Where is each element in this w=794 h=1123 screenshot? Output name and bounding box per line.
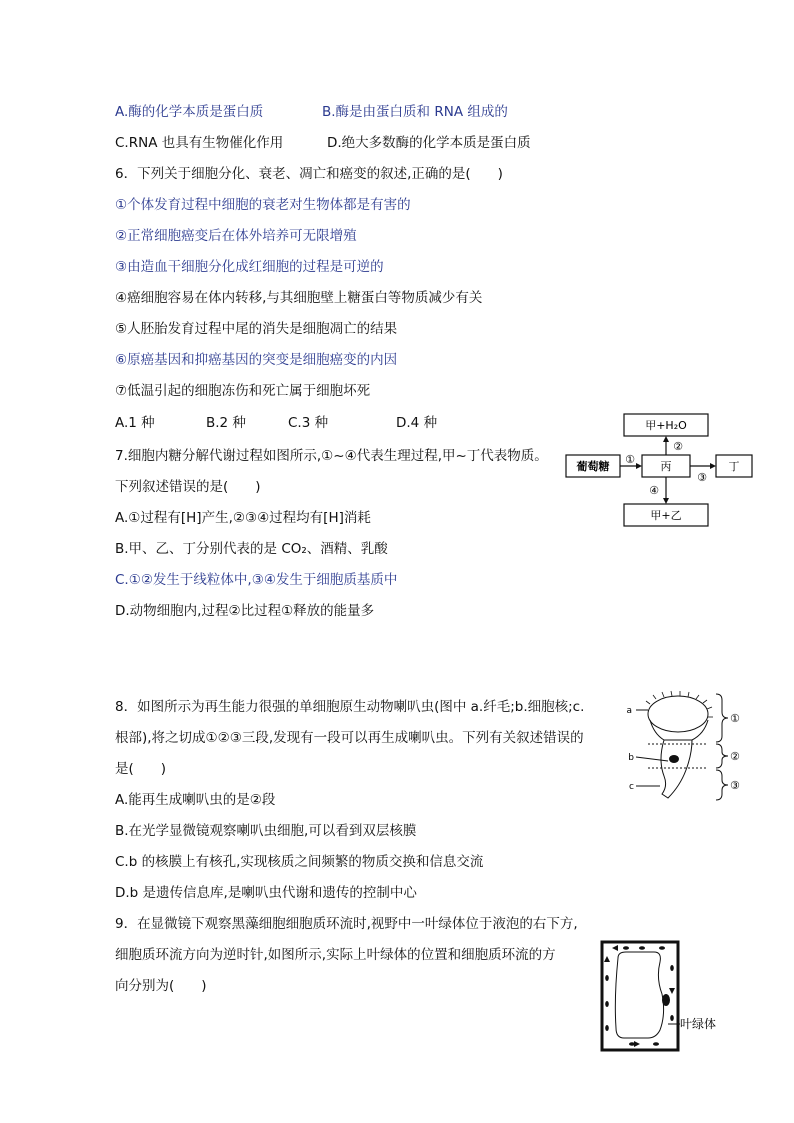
q9-stem-1: 9．在显微镜下观察黑藻细胞细胞质环流时,视野中一叶绿体位于液泡的右下方, — [115, 916, 578, 932]
q6-item-5: ⑤人胚胎发育过程中尾的消失是细胞凋亡的结果 — [115, 321, 398, 337]
q5-option-d: D.绝大多数酶的化学本质是蛋白质 — [327, 135, 531, 151]
q7-option-d: D.动物细胞内,过程②比过程①释放的能量多 — [115, 603, 375, 619]
label-seg1: ① — [730, 712, 740, 725]
q6-option-b: B.2 种 — [206, 415, 246, 431]
q8-option-a: A.能再生成喇叭虫的是②段 — [115, 792, 276, 808]
q7-option-b: B.甲、乙、丁分别代表的是 CO₂、酒精、乳酸 — [115, 541, 388, 557]
q6-stem: 6．下列关于细胞分化、衰老、凋亡和癌变的叙述,正确的是( ) — [115, 166, 503, 182]
label-p1: ① — [625, 453, 635, 466]
q8-option-d: D.b 是遗传信息库,是喇叭虫代谢和遗传的控制中心 — [115, 885, 417, 901]
q9-stem-3: 向分别为( ) — [115, 978, 207, 994]
q5-option-a: A.酶的化学本质是蛋白质 — [115, 104, 264, 120]
label-seg2: ② — [730, 750, 740, 763]
label-top: 甲+H₂O — [645, 419, 687, 432]
stentor-oral-disc — [648, 696, 708, 732]
q6-item-7: ⑦低温引起的细胞冻伤和死亡属于细胞坏死 — [115, 383, 371, 399]
q9-cell-diagram — [596, 938, 736, 1056]
q6-item-4: ④癌细胞容易在体内转移,与其细胞壁上糖蛋白等物质减少有关 — [115, 290, 483, 306]
q8-stem-3: 是( ) — [115, 761, 167, 777]
label-seg3: ③ — [730, 779, 740, 792]
q7-stem-1: 7.细胞内糖分解代谢过程如图所示,①~④代表生理过程,甲~丁代表物质。 — [115, 448, 548, 464]
label-ding: 丁 — [728, 460, 740, 473]
q6-item-6: ⑥原癌基因和抑癌基因的突变是细胞癌变的内因 — [115, 352, 398, 368]
label-p4: ④ — [649, 484, 659, 497]
label-bing: 丙 — [660, 460, 672, 473]
q8-stem-2: 根部),将之切成①②③三段,发现有一段可以再生成喇叭虫。下列有关叙述错误的 — [115, 730, 584, 746]
arrow-3 — [710, 463, 716, 469]
arrow-4 — [663, 498, 669, 504]
label-c: c — [629, 782, 634, 792]
q6-item-1: ①个体发育过程中细胞的衰老对生物体都是有害的 — [115, 197, 411, 213]
q5-option-c: C.RNA 也具有生物催化作用 — [115, 135, 284, 151]
q8-stem-1: 8．如图所示为再生能力很强的单细胞原生动物喇叭虫(图中 a.纤毛;b.细胞核;c. — [115, 699, 585, 715]
arrow-2 — [663, 436, 669, 442]
arrow-1 — [636, 463, 642, 469]
q6-option-d: D.4 种 — [396, 415, 438, 431]
label-bottom: 甲+乙 — [650, 509, 682, 522]
label-p2: ② — [673, 440, 683, 453]
q6-option-a: A.1 种 — [115, 415, 155, 431]
q6-item-2: ②正常细胞癌变后在体外培养可无限增殖 — [115, 228, 357, 244]
q5-option-b: B.酶是由蛋白质和 RNA 组成的 — [322, 104, 508, 120]
q7-option-a: A.①过程有[H]产生,②③④过程均有[H]消耗 — [115, 510, 371, 526]
q7-stem-2: 下列叙述错误的是( ) — [115, 479, 261, 495]
stentor-lower-body — [661, 740, 692, 798]
stentor-nucleus — [669, 755, 679, 763]
label-a: a — [626, 706, 632, 716]
q6-option-c: C.3 种 — [288, 415, 329, 431]
label-glucose: 葡萄糖 — [576, 460, 610, 473]
q9-stem-2: 细胞质环流方向为逆时针,如图所示,实际上叶绿体的位置和细胞质环流的方 — [115, 947, 556, 963]
stentor-upper-body — [650, 720, 708, 740]
q7-option-c: C.①②发生于线粒体中,③④发生于细胞质基质中 — [115, 572, 398, 588]
label-chloroplast: 叶绿体 — [680, 1017, 717, 1031]
q6-item-3: ③由造血干细胞分化成红细胞的过程是可逆的 — [115, 259, 384, 275]
q8-option-b: B.在光学显微镜观察喇叭虫细胞,可以看到双层核膜 — [115, 823, 417, 839]
q8-option-c: C.b 的核膜上有核孔,实现核质之间频繁的物质交换和信息交流 — [115, 854, 484, 870]
label-p3: ③ — [697, 471, 707, 484]
q8-stentor-diagram — [628, 690, 758, 805]
label-b: b — [628, 753, 634, 763]
q7-metabolism-diagram — [560, 408, 760, 530]
